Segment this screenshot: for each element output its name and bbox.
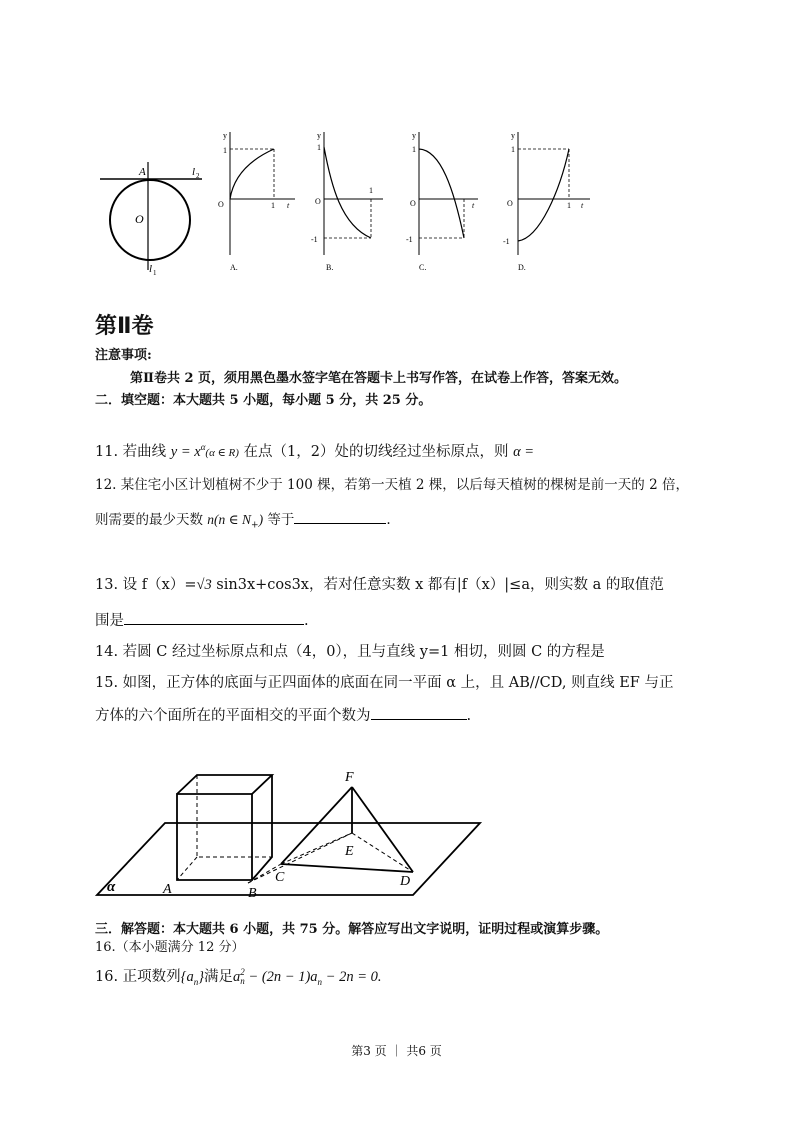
q12-close: ) [258,512,264,527]
graph-c-tick-neg1: -1 [406,235,413,244]
section-title: 第Ⅱ卷 [95,314,154,339]
circle-diagram [100,162,202,277]
label-A: A [139,166,146,178]
graph-c-origin: O [410,199,416,208]
question-15-line-2 [95,705,471,726]
q13-end: . [304,613,309,629]
part3-heading: 三．解答题：本大题共 6 小题，共 75 分。解答应写出文字说明，证明过程或演算步骤。 [95,922,609,937]
q15-text: 方体的六个面所在的平面相交的平面个数为 [95,708,371,724]
q12-n: n(n ∈ N [207,512,252,527]
question-13-line-2 [95,610,309,631]
q16-seq-sub: n [193,976,199,987]
question-14: 14. 若圆 C 经过坐标原点和点（4，0），且与直线 y=1 相切，则圆 C 的方程是 [95,644,605,660]
graph-d-tick-neg1: -1 [503,237,510,246]
label-l1-sub: 1 [153,269,157,277]
q13-sqrt: √3 [196,577,212,593]
question-16 [95,967,381,992]
plane-alpha [97,823,480,895]
graph-a-t-tick: 1 [271,201,275,210]
graph-a-y-label: y [223,131,227,140]
q16-eq-a: a [233,969,241,985]
q12-answer-blank[interactable] [294,509,386,524]
label-A: A [163,882,172,897]
q11-alpha: α = [513,443,535,460]
cube [177,775,272,880]
graph-d-label: D. [518,263,526,272]
q11-text: 在点（1，2）处的切线经过坐标原点，则 [238,443,514,460]
graph-d [503,131,590,272]
q16-seq: {a [180,969,194,985]
label-O: O [135,212,144,226]
graph-b-tick-neg1: -1 [311,235,318,244]
label-alpha: α [107,879,116,895]
figure-cube-tetrahedron [95,765,490,900]
graph-c-t-label: t [472,201,475,210]
label-E: E [345,844,354,859]
label-l2: l [192,166,196,178]
graph-a-t-label: t [287,201,290,210]
q12-end: . [386,512,391,528]
q11-formula: y = x [170,443,201,460]
graph-c-label: C. [419,263,427,272]
question-12-line-1: 12. 某住宅小区计划植树不少于 100 棵，若第一天植 2 棵，以后每天植树的棵树是前一天的 2 倍， [95,477,689,493]
graph-b-tick-1: 1 [317,143,321,152]
q13-answer-blank[interactable] [124,610,304,625]
label-C: C [275,870,285,885]
graph-a-origin: O [218,200,224,209]
graph-c [406,131,478,272]
label-F: F [345,770,354,785]
question-16-note: 16.（本小题满分 12 分） [95,940,245,955]
label-l1: l [149,263,153,275]
graph-d-tick-1: 1 [511,145,515,154]
notice-heading: 注意事项: [95,348,152,363]
graph-b-t-tick: 1 [369,186,373,195]
question-13-line-1 [95,575,664,595]
q12-prefix: 则需要的最少天数 [95,512,208,528]
part2-heading: 二．填空题：本大题共 5 小题，每小题 5 分，共 25 分。 [95,393,432,408]
page-footer: 第3 页 ｜ 共6 页 [351,1044,442,1058]
q16-eq-sub2: n [317,976,323,987]
q16-prefix: 16. 正项数列 [95,969,181,985]
figure-circle-and-graphs [95,120,595,285]
graph-a [218,131,295,272]
q13-text: sin3x+cos3x，若对任意实数 x 都有|f（x）|≤a，则实数 a 的取值范 [211,577,664,593]
q12-sub: + [251,520,259,531]
q13-prefix: 13. 设 f（x）= [95,577,197,593]
q16-mid: 满足 [204,969,234,985]
graph-b [311,131,383,272]
graph-d-t-tick: 1 [567,201,571,210]
graph-d-t-label: t [581,201,584,210]
q11-exponent: α [200,442,206,452]
q16-eq-sub: n [240,976,245,986]
q16-seq-close: } [198,969,205,985]
question-12-line-2 [95,509,391,536]
graph-b-y-label: y [317,131,321,140]
graph-d-origin: O [507,199,513,208]
graph-a-label: A. [230,263,238,272]
q16-eq-end: − 2n = 0. [322,969,382,985]
graph-b-label: B. [326,263,334,272]
graph-c-y-label: y [412,131,416,140]
graph-b-origin: O [315,197,321,206]
q11-prefix: 11. 若曲线 [95,443,171,460]
q16-eq-sup: 2 [240,967,245,977]
q13-line2-text: 围是 [95,613,124,629]
graph-d-y-label: y [511,131,515,140]
graph-c-tick-1: 1 [412,145,416,154]
label-B: B [248,886,257,900]
q12-text: 等于 [263,512,295,528]
label-l2-sub: 2 [196,172,200,180]
q11-condition: (α ∈ R) [205,446,239,459]
q15-answer-blank[interactable] [371,705,467,720]
graph-a-tick-1: 1 [223,146,227,155]
q15-end: . [466,708,472,724]
label-D: D [400,874,411,889]
q16-eq-rest: − (2n − 1)a [244,969,318,985]
question-11 [95,437,534,463]
notice-text: 第Ⅱ卷共 2 页，须用黑色墨水签字笔在答题卡上书写作答，在试卷上作答，答案无效。 [130,371,628,386]
question-15-line-1: 15. 如图，正方体的底面与正四面体的底面在同一平面 α 上，且 AB//CD, 则直线 EF 与正 [95,675,674,691]
